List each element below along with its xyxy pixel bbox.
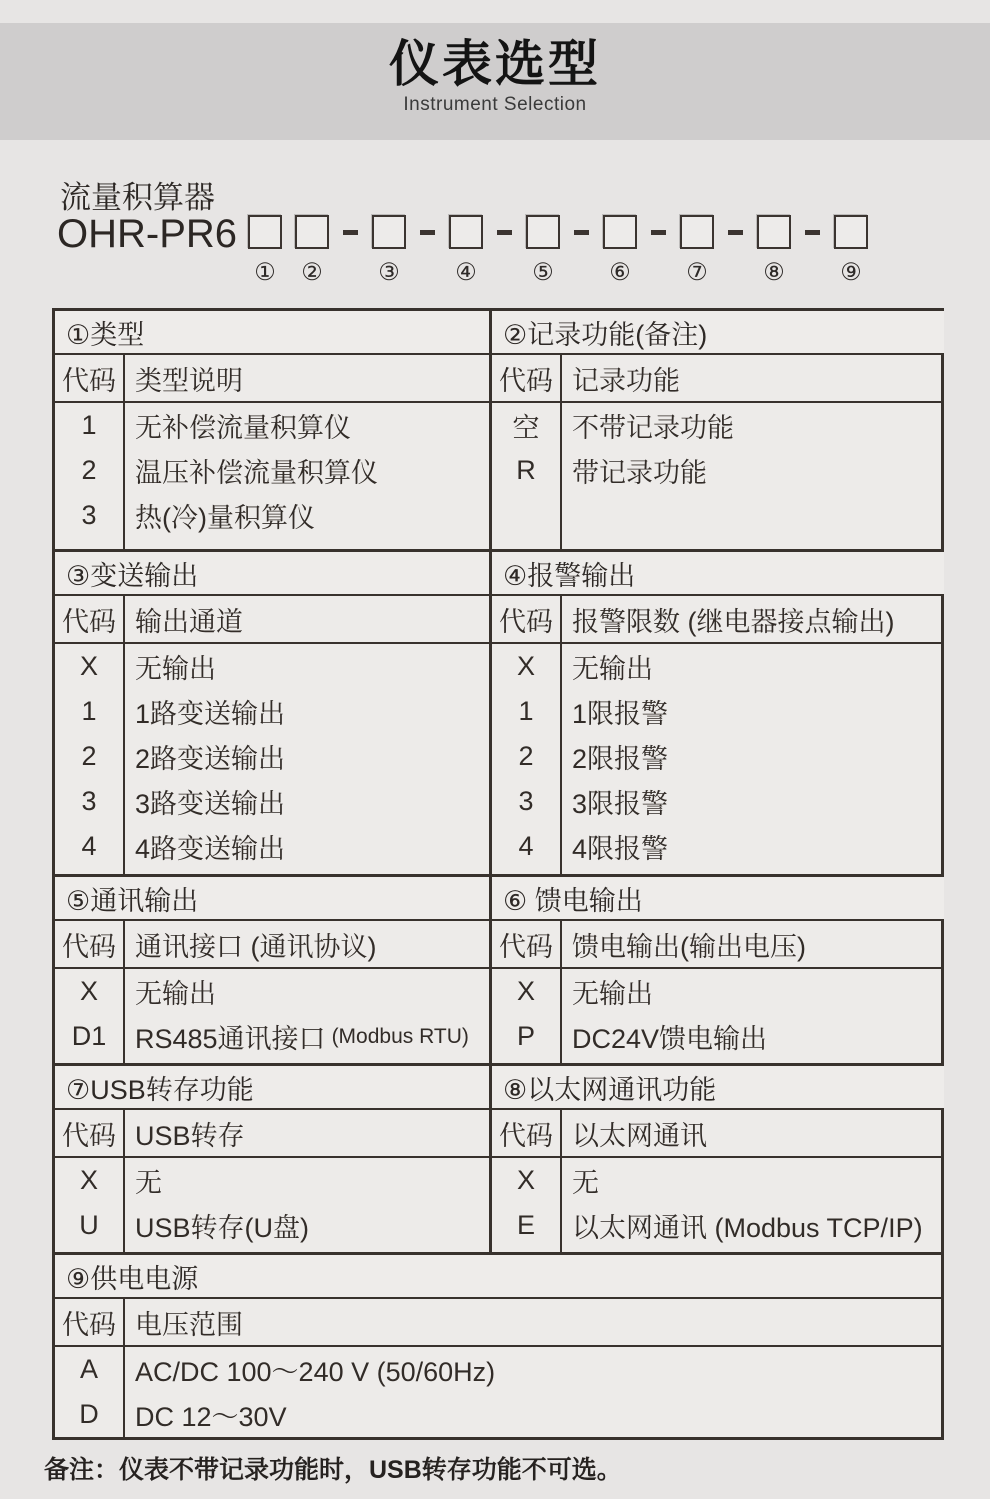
section-ethernet-body xyxy=(492,1158,944,1252)
desc-value: 4路变送输出 xyxy=(135,834,286,864)
code-value: 3 xyxy=(518,786,534,816)
code-value: U xyxy=(79,1210,99,1240)
section-usb-body xyxy=(55,1158,489,1252)
desc-value: 无输出 xyxy=(135,654,216,684)
code-value: 3 xyxy=(81,500,97,530)
dash-separator xyxy=(728,230,743,235)
section-transmit-subheader xyxy=(55,596,489,644)
section-type xyxy=(55,311,492,549)
codes-column xyxy=(55,403,125,549)
descs-column xyxy=(125,1347,941,1437)
code-value: X xyxy=(79,976,98,1006)
code-value: A xyxy=(79,1354,98,1384)
section-power-supply-inner xyxy=(55,1255,941,1437)
desc-value: 3路变送输出 xyxy=(135,789,286,819)
section-ethernet-title: ⑧以太网通讯功能 xyxy=(492,1066,944,1110)
code-value: 1 xyxy=(81,410,97,440)
section-alarm-title: ④报警输出 xyxy=(492,552,944,596)
model-digit-box-4 xyxy=(449,215,483,249)
model-digit-box-5 xyxy=(526,215,560,249)
model-digit-box-3 xyxy=(372,215,406,249)
descs-column xyxy=(125,969,489,1063)
model-slot-6 xyxy=(602,212,638,284)
desc-value: AC/DC 100～240 V (50/60Hz) xyxy=(135,1357,496,1387)
section-type-body xyxy=(55,403,489,549)
desc-value: 无输出 xyxy=(572,654,653,684)
section-power-supply xyxy=(55,1252,941,1437)
desc-value: 无 xyxy=(572,1168,599,1198)
desc-header: 以太网通讯 xyxy=(572,1120,707,1151)
codes-column xyxy=(492,403,562,549)
model-digit-box-9 xyxy=(834,215,868,249)
code-value: 2 xyxy=(81,455,97,485)
section-usb xyxy=(55,1066,492,1252)
code-value: 4 xyxy=(81,831,97,861)
section-usb-title: ⑦USB转存功能 xyxy=(55,1066,489,1110)
section-power-supply-subheader xyxy=(55,1299,941,1347)
section-comm-output xyxy=(55,877,492,1063)
section-power-supply-body xyxy=(55,1347,941,1437)
model-prefix: OHR-PR6 xyxy=(57,212,238,256)
section-usb-subheader xyxy=(55,1110,489,1158)
descs-column xyxy=(562,1158,944,1252)
descs-column xyxy=(562,969,944,1063)
codes-column xyxy=(492,969,562,1063)
desc-value: DC 12～30V xyxy=(135,1402,287,1432)
section-transmit-body xyxy=(55,644,489,874)
page-title: 仪表选型 xyxy=(389,36,601,92)
code-value: X xyxy=(79,651,98,681)
code-header: 代码 xyxy=(492,921,562,967)
section-ethernet xyxy=(492,1066,944,1252)
model-code-row xyxy=(57,212,869,284)
model-digit-box-6 xyxy=(603,215,637,249)
model-digit-box-7 xyxy=(680,215,714,249)
model-slot-8 xyxy=(756,212,792,284)
code-value: 1 xyxy=(518,696,534,726)
section-record xyxy=(492,311,944,549)
code-header: 代码 xyxy=(55,1110,125,1156)
desc-value: 无输出 xyxy=(572,979,653,1009)
codes-column xyxy=(55,644,125,874)
desc-value: DC24V馈电输出 xyxy=(572,1024,768,1054)
code-value: 2 xyxy=(81,741,97,771)
section-alarm-body xyxy=(492,644,944,874)
code-value: X xyxy=(516,1165,535,1195)
position-number-6: ⑥ xyxy=(609,258,631,286)
model-slot-2 xyxy=(294,212,330,284)
code-value: 4 xyxy=(518,831,534,861)
section-alarm-subheader xyxy=(492,596,944,644)
dash-separator xyxy=(574,230,589,235)
desc-value: 4限报警 xyxy=(572,834,669,864)
model-slot-7 xyxy=(679,212,715,284)
section-power-feed xyxy=(492,877,944,1063)
section-ethernet-subheader xyxy=(492,1110,944,1158)
position-number-1: ① xyxy=(254,258,276,286)
code-value: R xyxy=(516,455,536,485)
code-header: 代码 xyxy=(492,355,562,401)
code-value: 空 xyxy=(512,413,540,443)
desc-value: 无 xyxy=(135,1168,162,1198)
table-pair-4 xyxy=(55,1063,941,1252)
position-number-2: ② xyxy=(301,258,323,286)
desc-header: 输出通道 xyxy=(135,606,243,637)
model-slot-4 xyxy=(448,212,484,284)
position-number-8: ⑧ xyxy=(763,258,785,286)
desc-value: 1限报警 xyxy=(572,699,669,729)
desc-main: RS485通讯接口 xyxy=(135,1024,326,1054)
product-label: 流量积算器 xyxy=(60,180,215,215)
code-header: 代码 xyxy=(492,596,562,642)
position-number-7: ⑦ xyxy=(686,258,708,286)
dash-separator xyxy=(805,230,820,235)
code-header: 代码 xyxy=(55,355,125,401)
code-value: X xyxy=(516,976,535,1006)
codes-column xyxy=(55,1347,125,1437)
dash-separator xyxy=(343,230,358,235)
table-pair-3 xyxy=(55,874,941,1063)
code-header: 代码 xyxy=(55,596,125,642)
table-pair-2 xyxy=(55,549,941,874)
page-header xyxy=(0,23,990,140)
section-alarm-output xyxy=(492,552,944,874)
model-slot-3 xyxy=(371,212,407,284)
section-comm-title: ⑤通讯输出 xyxy=(55,877,489,921)
desc-protocol: (Modbus RTU) xyxy=(331,1024,469,1048)
code-header: 代码 xyxy=(55,1299,125,1345)
desc-header: 电压范围 xyxy=(135,1309,243,1340)
descs-column xyxy=(125,403,489,549)
model-digit-box-8 xyxy=(757,215,791,249)
code-value: 3 xyxy=(81,786,97,816)
section-record-body xyxy=(492,403,944,549)
section-power-feed-title: ⑥ 馈电输出 xyxy=(492,877,944,921)
descs-column xyxy=(562,644,944,874)
descs-column xyxy=(125,644,489,874)
section-record-title: ②记录功能(备注) xyxy=(492,311,944,355)
position-number-4: ④ xyxy=(455,258,477,286)
code-header: 代码 xyxy=(55,921,125,967)
desc-value: 1路变送输出 xyxy=(135,699,286,729)
position-number-9: ⑨ xyxy=(840,258,862,286)
section-type-title: ①类型 xyxy=(55,311,489,355)
desc-value: 热(冷)量积算仪 xyxy=(135,503,315,533)
section-power-feed-subheader xyxy=(492,921,944,969)
desc-value: USB转存(U盘) xyxy=(135,1213,309,1243)
codes-column xyxy=(492,1158,562,1252)
position-number-5: ⑤ xyxy=(532,258,554,286)
model-slot-9 xyxy=(833,212,869,284)
code-value: 2 xyxy=(518,741,534,771)
desc-value: 带记录功能 xyxy=(572,458,707,488)
code-value: D xyxy=(79,1399,99,1429)
dash-separator xyxy=(420,230,435,235)
section-type-subheader xyxy=(55,355,489,403)
descs-column xyxy=(562,403,944,549)
page-subtitle: Instrument Selection xyxy=(403,93,587,115)
desc-value: 3限报警 xyxy=(572,789,669,819)
section-power-supply-title: ⑨供电电源 xyxy=(55,1255,941,1299)
desc-header: 通讯接口 (通讯协议) xyxy=(135,931,377,962)
model-slot-1 xyxy=(247,212,283,284)
code-value: X xyxy=(516,651,535,681)
desc-value: 不带记录功能 xyxy=(572,413,734,443)
section-transmit-title: ③变送输出 xyxy=(55,552,489,596)
desc-value xyxy=(125,1014,489,1059)
code-value: 1 xyxy=(81,696,97,726)
section-comm-body xyxy=(55,969,489,1063)
codes-column xyxy=(55,1158,125,1252)
section-transmit-output xyxy=(55,552,492,874)
desc-header: 记录功能 xyxy=(572,365,680,396)
codes-column xyxy=(55,969,125,1063)
code-value: D1 xyxy=(71,1021,107,1051)
selection-table xyxy=(52,308,944,1440)
code-value: X xyxy=(79,1165,98,1195)
desc-value: 无输出 xyxy=(135,979,216,1009)
section-comm-subheader xyxy=(55,921,489,969)
desc-header: 馈电输出(输出电压) xyxy=(572,931,806,962)
code-value: P xyxy=(516,1021,535,1051)
position-number-3: ③ xyxy=(378,258,400,286)
desc-value: 温压补偿流量积算仪 xyxy=(135,458,378,488)
dash-separator xyxy=(497,230,512,235)
table-pair-1 xyxy=(55,311,941,549)
desc-value: 2路变送输出 xyxy=(135,744,286,774)
desc-header: USB转存 xyxy=(135,1120,245,1151)
codes-column xyxy=(492,644,562,874)
section-record-subheader xyxy=(492,355,944,403)
dash-separator xyxy=(651,230,666,235)
desc-header: 报警限数 (继电器接点输出) xyxy=(572,606,895,637)
desc-value: 2限报警 xyxy=(572,744,669,774)
footnote: 备注：仪表不带记录功能时，USB转存功能不可选。 xyxy=(44,1456,622,1484)
code-header: 代码 xyxy=(492,1110,562,1156)
desc-value: 以太网通讯 (Modbus TCP/IP) xyxy=(572,1213,923,1243)
desc-value: 无补偿流量积算仪 xyxy=(135,413,351,443)
desc-header: 类型说明 xyxy=(135,365,243,396)
section-power-feed-body xyxy=(492,969,944,1063)
model-digit-box-2 xyxy=(295,215,329,249)
model-slot-5 xyxy=(525,212,561,284)
descs-column xyxy=(125,1158,489,1252)
model-digit-box-1 xyxy=(248,215,282,249)
code-value: E xyxy=(516,1210,535,1240)
